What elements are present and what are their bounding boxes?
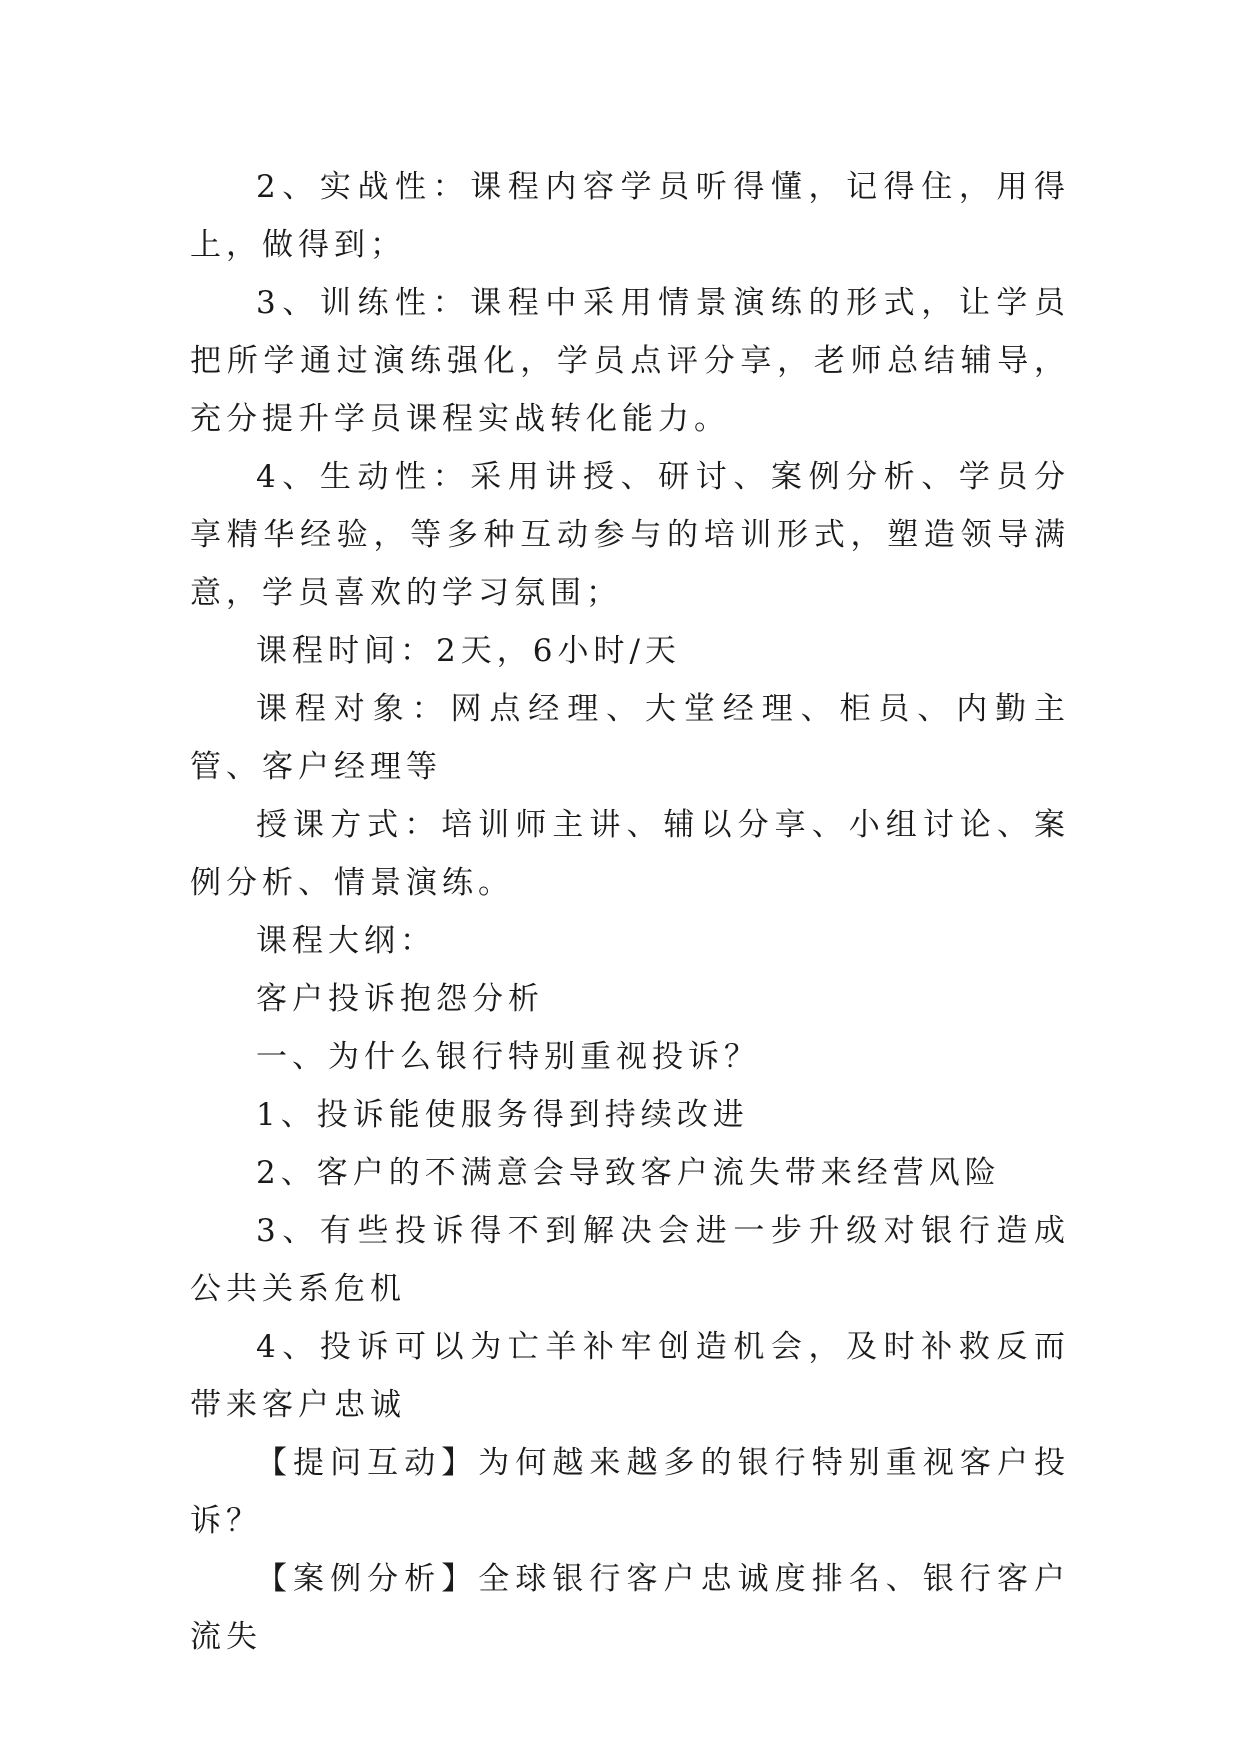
paragraph-point-1: 1、投诉能使服务得到持续改进 [256, 1097, 749, 1133]
paragraph-point-4: 4、投诉可以为亡羊补牢创造机会，及时补救反而带来客户忠诚 [190, 1329, 1070, 1423]
paragraph-interaction: 【提问互动】为何越来越多的银行特别重视客户投诉？ [190, 1445, 1070, 1539]
paragraph-section-title: 客户投诉抱怨分析 [256, 981, 544, 1017]
paragraph-teaching-method: 授课方式：培训师主讲、辅以分享、小组讨论、案例分析、情景演练。 [190, 807, 1070, 901]
paragraph-point-2: 2、客户的不满意会导致客户流失带来经营风险 [256, 1155, 1001, 1191]
paragraph-question-heading: 一、为什么银行特别重视投诉？ [256, 1039, 760, 1075]
paragraph-practicality: 2、实战性：课程内容学员听得懂，记得住，用得上，做得到； [190, 169, 1070, 263]
paragraph-point-3: 3、有些投诉得不到解决会进一步升级对银行造成公共关系危机 [190, 1213, 1070, 1307]
paragraph-course-time: 课程时间：2天，6小时/天 [256, 633, 681, 669]
paragraph-vividness: 4、生动性：采用讲授、研讨、案例分析、学员分享精华经验，等多种互动参与的培训形式，塑造领导满意，学员喜欢的学习氛围； [190, 459, 1070, 611]
paragraph-outline-heading: 课程大纲： [256, 923, 436, 959]
paragraph-course-audience: 课程对象：网点经理、大堂经理、柜员、内勤主管、客户经理等 [190, 691, 1070, 785]
document-body [190, 158, 1070, 1666]
paragraph-case-analysis: 【案例分析】全球银行客户忠诚度排名、银行客户流失 [190, 1561, 1070, 1655]
paragraph-training: 3、训练性：课程中采用情景演练的形式，让学员把所学通过演练强化，学员点评分享，老师总结辅导，充分提升学员课程实战转化能力。 [190, 285, 1070, 437]
